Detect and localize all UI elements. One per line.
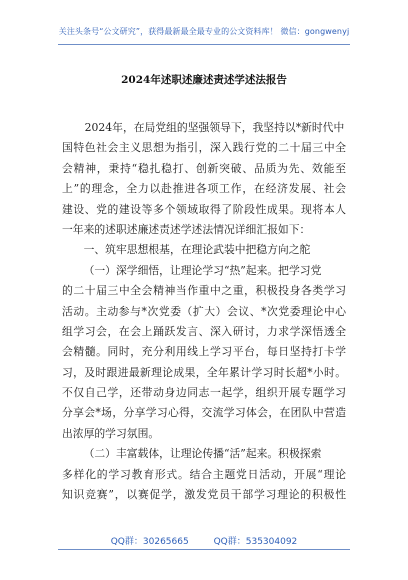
body-line: 多样化的学习教育形式。结合主题党日活动，开展“理论	[62, 467, 346, 481]
header-banner: 关注头条号“公文研究”，获得最新最全最专业的公文资料库！ 微信：gongwenyj	[58, 27, 350, 36]
body-line: 组学习会，在会上踊跃发言、深入研讨，力求学深悟透全	[62, 324, 346, 338]
body-line: 一年来的述职述廉述责述学述法情况详细汇报如下：	[62, 222, 311, 236]
header-divider	[58, 44, 350, 45]
body-line: 建设、党的建设等多个领域取得了阶段性成果。现将本人	[62, 202, 346, 216]
document-body	[62, 118, 346, 505]
footer-qq-group-2: QQ群：535304092	[213, 537, 298, 547]
body-line: 活动。主动参与*次党委（扩大）会议、*次党委理论中心	[62, 304, 346, 318]
body-line: 会精神，秉持“稳扎稳打、创新突破、品质为先、效能至	[62, 161, 346, 175]
body-line: 的二十届三中全会精神当作重中之重，积极投身各类学习	[62, 284, 346, 298]
body-line: 分享会*场，分享学习心得，交流学习体会，在团队中营造	[62, 406, 346, 420]
footer-qq-group-1: QQ群：30265665	[110, 537, 189, 547]
footer-divider	[58, 549, 350, 550]
body-line: 国特色社会主义思想为指引，深入践行党的二十届三中全	[62, 141, 346, 155]
body-line: 会精髓。同时，充分利用线上学习平台，每日坚持打卡学	[62, 345, 346, 359]
subsection-heading: （二）丰富载体，让理论传播“活”起来。积极探索	[83, 447, 322, 461]
footer-contacts	[0, 534, 408, 547]
body-line: 上”的理念，全力以赴推进各项工作，在经济发展、社会	[62, 182, 346, 196]
body-line: 知识竞赛”，以赛促学，激发党员干部学习理论的积极性	[62, 488, 346, 502]
body-line: 出浓厚的学习氛围。	[62, 426, 160, 440]
body-line: 习，及时跟进最新理论成果，全年累计学习时长超*小时。	[62, 365, 346, 379]
body-line: 不仅自己学，还带动身边同志一起学，组织开展专题学习	[62, 386, 346, 400]
subsection-heading: （一）深学细悟，让理论学习“热”起来。把学习党	[83, 263, 322, 277]
body-line: 2024年，在局党组的坚强领导下，我坚持以*新时代中	[84, 121, 345, 134]
document-title: 2024年述职述廉述责述学述法报告	[121, 74, 287, 86]
section-heading: 一、筑牢思想根基，在理论武装中把稳方向之舵	[83, 243, 311, 257]
